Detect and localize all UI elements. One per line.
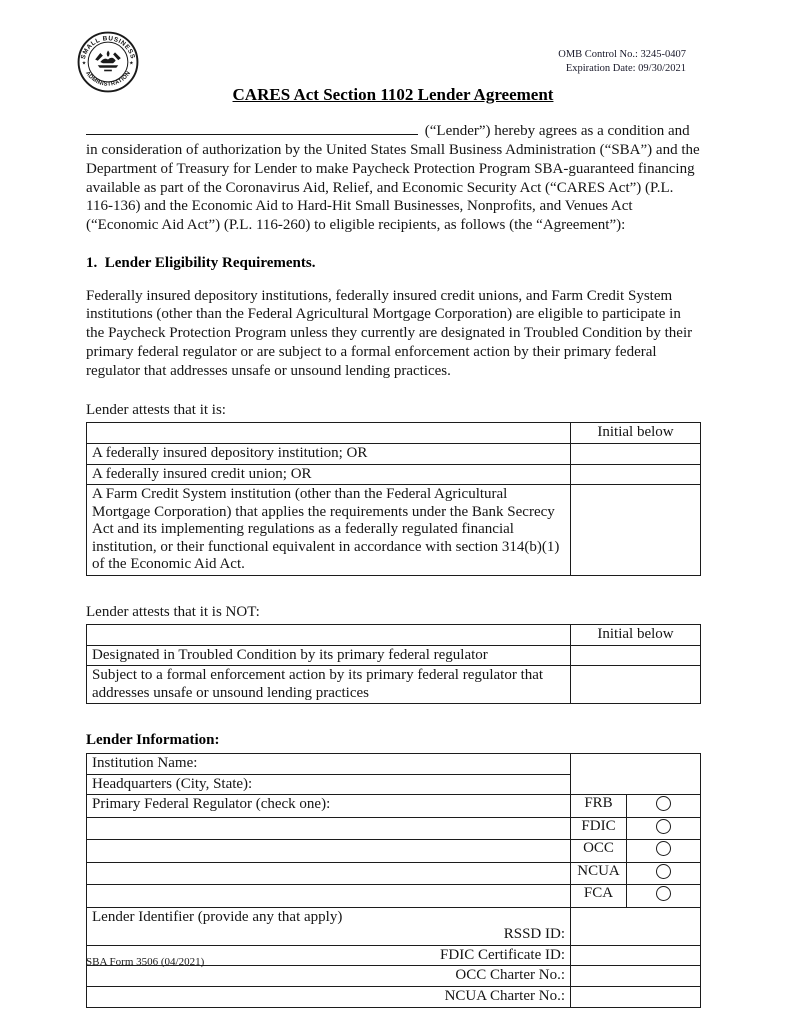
attest-not-row-troubled: Designated in Troubled Condition by its primary federal regulator xyxy=(87,645,571,666)
regulator-row-spacer xyxy=(87,817,571,840)
section-1-body: Federally insured depository institutions, federally insured credit unions, and Farm Credit System institutions (other than the Federal Agricultural Mortgage Corporation) are eligible to participate in the Paycheck Protection Program unless they currently are designated in Troubled Condition by their primary federal regulator or are subject to a formal enforcement action by their primary federal regulator that addresses unsafe or unsound lending practices. xyxy=(86,287,693,379)
table-row xyxy=(87,444,701,465)
attest-not-row-enforcement: Subject to a formal enforcement action by its primary federal regulator that addresses unsafe or unsound lending practices xyxy=(87,666,571,704)
initial-cell-depository[interactable] xyxy=(571,444,701,465)
lender-identifier-cell xyxy=(87,907,571,945)
form-number-footer: SBA Form 3506 (04/2021) xyxy=(86,956,205,968)
attest-not-header-spacer xyxy=(87,624,571,645)
table-row xyxy=(87,840,701,863)
ncua-charter-no-label: NCUA Charter No.: xyxy=(87,986,571,1007)
table-header-row xyxy=(87,423,701,444)
table-header-row xyxy=(87,624,701,645)
radio-fdic-icon[interactable] xyxy=(656,819,671,834)
attest-is-caption: Lender attests that it is: xyxy=(86,402,226,419)
lender-name-blank[interactable] xyxy=(86,120,418,135)
radio-fca-icon[interactable] xyxy=(656,886,671,901)
table-row xyxy=(87,645,701,666)
lender-identifier-label: Lender Identifier (provide any that apply) xyxy=(92,908,343,925)
institution-name-label: Institution Name: xyxy=(87,753,571,774)
initial-below-header: Initial below xyxy=(571,624,701,645)
initial-cell-enforcement[interactable] xyxy=(571,666,701,704)
table-row xyxy=(87,666,701,704)
table-row xyxy=(87,986,701,1007)
lender-info-heading: Lender Information: xyxy=(86,732,220,749)
radio-cell-frb[interactable] xyxy=(627,795,701,818)
regulator-label-fdic: FDIC xyxy=(571,817,627,840)
intro-paragraph xyxy=(86,120,700,235)
section-1-heading: 1. Lender Eligibility Requirements. xyxy=(86,254,316,271)
regulator-label-fca: FCA xyxy=(571,885,627,908)
initial-cell-farm-credit[interactable] xyxy=(571,485,701,576)
page-title: CARES Act Section 1102 Lender Agreement xyxy=(232,85,554,104)
occ-charter-no-value-cell[interactable] xyxy=(571,966,701,987)
rssd-id-value-cell[interactable] xyxy=(571,907,701,945)
attest-not-caption: Lender attests that it is NOT: xyxy=(86,603,260,620)
table-row xyxy=(87,817,701,840)
attest-is-header-spacer xyxy=(87,423,571,444)
primary-regulator-label: Primary Federal Regulator (check one): xyxy=(87,795,571,818)
table-row xyxy=(87,485,701,576)
table-row xyxy=(87,862,701,885)
fdic-certificate-id-value-cell[interactable] xyxy=(571,945,701,966)
seal-bottom-text: ADMINISTRATION xyxy=(83,70,133,88)
regulator-label-ncua: NCUA xyxy=(571,862,627,885)
rssd-id-label: RSSD ID: xyxy=(503,926,565,943)
attest-is-table xyxy=(86,422,701,576)
institution-headquarters-value-cell[interactable] xyxy=(571,753,701,794)
ncua-charter-no-value-cell[interactable] xyxy=(571,986,701,1007)
table-row xyxy=(87,885,701,908)
headquarters-label: Headquarters (City, State): xyxy=(87,774,571,795)
fdic-certificate-id-label: FDIC Certificate ID: xyxy=(87,945,571,966)
attest-not-table xyxy=(86,624,701,705)
radio-cell-ncua[interactable] xyxy=(627,862,701,885)
radio-cell-fdic[interactable] xyxy=(627,817,701,840)
table-row xyxy=(87,464,701,485)
table-row xyxy=(87,753,701,774)
initial-cell-troubled[interactable] xyxy=(571,645,701,666)
table-row xyxy=(87,907,701,945)
table-row xyxy=(87,795,701,818)
attest-is-row-credit-union: A federally insured credit union; OR xyxy=(87,464,571,485)
omb-expiration-date: Expiration Date: 09/30/2021 xyxy=(565,62,686,74)
attest-is-row-depository: A federally insured depository institution; OR xyxy=(87,444,571,465)
radio-occ-icon[interactable] xyxy=(656,841,671,856)
regulator-label-frb: FRB xyxy=(571,795,627,818)
initial-cell-credit-union[interactable] xyxy=(571,464,701,485)
radio-ncua-icon[interactable] xyxy=(656,864,671,879)
occ-charter-no-label: OCC Charter No.: xyxy=(87,966,571,987)
seal-top-text: SMALL BUSINESS xyxy=(79,35,137,61)
radio-frb-icon[interactable] xyxy=(656,796,671,811)
svg-text:★: ★ xyxy=(81,60,87,67)
radio-cell-fca[interactable] xyxy=(627,885,701,908)
intro-text: (“Lender”) hereby agrees as a condition and in consideration of authorization by the United States Small Business Administration (“SBA”) and the Department of Treasury for Lender to make Paycheck Protection Program SBA-guaranteed financing available as part of the Coronavirus Aid, Relief, and Economic Security Act (“CARES Act”) (P.L. 116-136) and the Economic Aid to Hard-Hit Small Businesses, Nonprofits, and Venues Act (“Economic Aid Act”) (P.L. 116-260) to eligible recipients, as follows (the “Agreement”): xyxy=(86,123,700,233)
svg-text:★: ★ xyxy=(129,60,134,67)
regulator-row-spacer xyxy=(87,840,571,863)
radio-cell-occ[interactable] xyxy=(627,840,701,863)
regulator-row-spacer xyxy=(87,885,571,908)
initial-below-header: Initial below xyxy=(571,423,701,444)
attest-is-row-farm-credit: A Farm Credit System institution (other than the Federal Agricultural Mortgage Corporation) that applies the requirements under the Bank Secrecy Act and its implementing regulations as a federally regulated financial institution, or their functional equivalent in accordance with section 314(b)(1) of the Economic Aid Act. xyxy=(87,485,571,576)
regulator-row-spacer xyxy=(87,862,571,885)
omb-control-number: OMB Control No.: 3245-0407 xyxy=(558,49,686,60)
regulator-label-occ: OCC xyxy=(571,840,627,863)
